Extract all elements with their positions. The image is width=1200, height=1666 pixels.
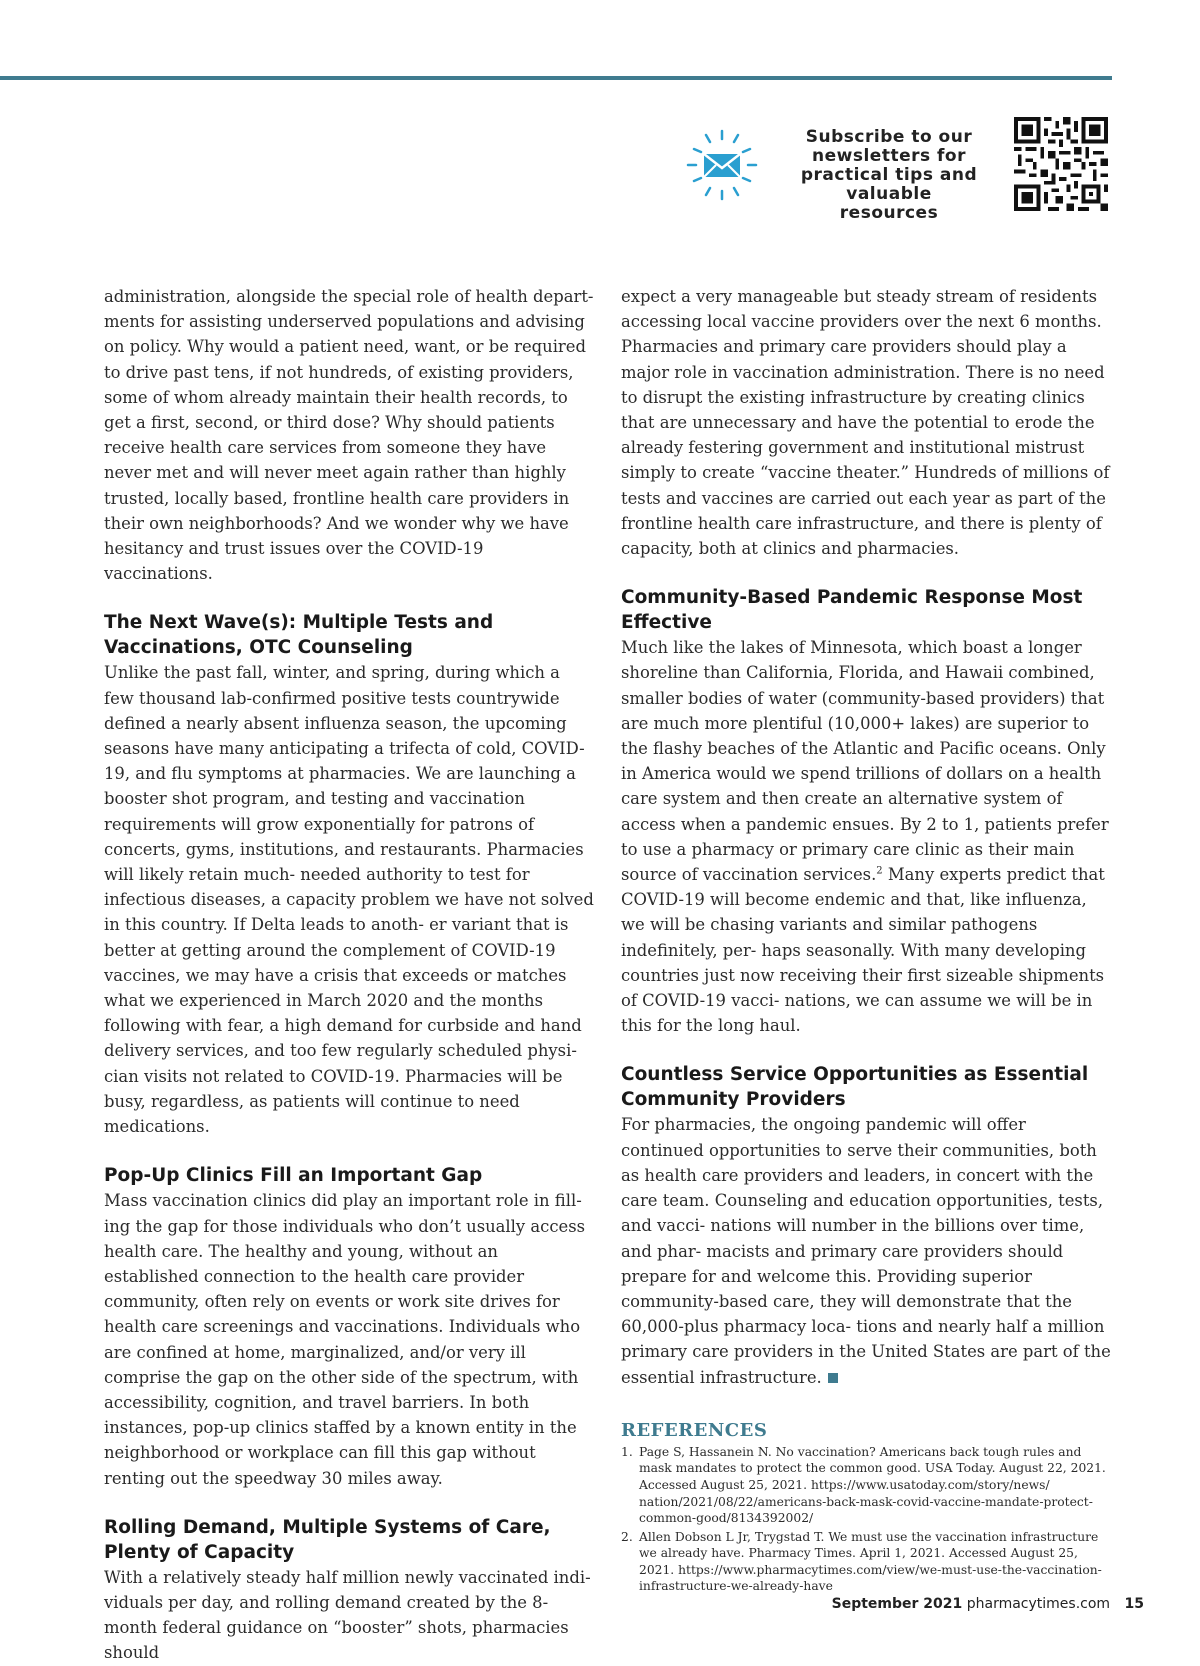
reference-item: 1. Page S, Hassanein N. No vaccination? Americans back tough rules and mask mandates to protect the common good. USA Today. August 22, 2021. Accessed August 25, 2021. https://www.usatoday.com/story/news/ nation/2021/08/22/americans-back-mask-covid-vaccine-mandate-protect- common-good/8134392002/ — [621, 1444, 1106, 1526]
left-column — [104, 284, 594, 1666]
next-wave-paragraph: Unlike the past fall, winter, and spring, during which a few thousand lab-confirmed positive tests countrywide defined a nearly absent influenza season, the upcoming seasons have many anticipating a trifecta of cold, COVID-19, and flu symptoms at pharmacies. We are launching a booster shot program, and testing and vaccination requirements will grow exponentially for patrons of concerts, gyms, institutions, and restaurants. Pharmacies will likely retain much- needed authority to test for infectious diseases, a capacity problem we have not solved in this country. If Delta leads to anoth- er variant that is better at getting around the complement of COVID-19 vaccines, we may have a crisis that exceeds or matches what we experienced in March 2020 and the months following with fear, a high demand for curbside and hand delivery services, and too few regularly scheduled physi- cian visits not related to COVID-19. Pharmacies will be busy, regardless, as patients will continue to need medications. — [104, 663, 594, 1137]
top-rule — [0, 76, 1112, 80]
heading-rolling-demand: Rolling Demand, Multiple Systems of Care, Plenty of Capacity — [104, 1516, 551, 1563]
countless-service-paragraph: For pharmacies, the ongoing pandemic will offer continued opportunities to serve their communities, both as health care providers and leaders, in concert with the care team. Counseling and education opportunities, tests, and vacci- nations will number in the billions over time, and phar- macists and primary care providers should prepare for and welcome this. Providing superior community-based care, they will demonstrate that the 60,000-plus pharmacy loca- tions and nearly half a million primary care providers in the United States are part of the essential infrastructure. — [621, 1115, 1111, 1387]
issue-date: September 2021 — [831, 1596, 963, 1612]
right-column — [621, 284, 1113, 1597]
reference-text[interactable]: Page S, Hassanein N. No vaccination? Americans back tough rules and mask mandates to protect the common good. USA Today. August 22, 2021. Accessed August 25, 2021. https://www.usatoday.com/story/news/ nation/2021/08/22/americans-back-mask-covid-vaccine-mandate-protect- common-good/8134392002/ — [639, 1444, 1106, 1526]
subscribe-text[interactable]: Subscribe to our newsletters for practical tips and valuable resources — [800, 127, 978, 223]
site-link[interactable]: pharmacytimes.com — [966, 1596, 1111, 1612]
citation-superscript[interactable]: 2 — [876, 865, 883, 877]
heading-countless-service: Countless Service Opportunities as Essential Community Providers — [621, 1064, 1089, 1111]
page-footer — [832, 1596, 1144, 1612]
heading-pop-up-clinics: Pop-Up Clinics Fill an Important Gap — [104, 1165, 483, 1187]
heading-next-wave: The Next Wave(s): Multiple Tests and Vaccinations, OTC Counseling — [104, 612, 494, 659]
page-number: 15 — [1124, 1596, 1144, 1612]
references-list — [621, 1444, 1113, 1595]
envelope-icon — [682, 125, 762, 205]
reference-item: 2. Allen Dobson L Jr, Trygstad T. We must use the vaccination infrastructure we already have. Pharmacy Times. April 1, 2021. Accessed August 25, 2021. https://www.pharmacytimes.com/view/we-must-use-the-vaccination- infrastructure-we-already-have — [621, 1529, 1102, 1594]
rolling-demand-paragraph: With a relatively steady half million newly vaccinated indi- viduals per day, and rolling demand created by the 8-month federal guidance on “booster” shots, pharmacies should — [104, 1567, 591, 1663]
reference-text[interactable]: Allen Dobson L Jr, Trygstad T. We must use the vaccination infrastructure we already have. Pharmacy Times. April 1, 2021. Accessed August 25, 2021. https://www.pharmacytimes.com/view/we-must-use-the-vaccination- infrastructure-we-already-have — [639, 1529, 1102, 1594]
heading-community-based: Community-Based Pandemic Response Most Effective — [621, 587, 1083, 634]
article-end-mark — [828, 1373, 838, 1383]
pop-up-clinics-paragraph: Mass vaccination clinics did play an important role in fill- ing the gap for those individuals who don’t usually access health care. The healthy and young, without an established connection to the health care provider community, often rely on events or work site drives for health care screenings and vaccinations. Individuals who are confined at home, marginalized, and/or very ill comprise the gap on the other side of the spectrum, with accessibility, cognition, and travel barriers. In both instances, pop-up clinics staffed by a known entity in the neighborhood or workplace can fill this gap without renting out the speedway 30 miles away. — [104, 1191, 586, 1488]
left-intro-paragraph: administration, alongside the special role of health depart- ments for assisting underserved populations and advising on policy. Why would a patient need, want, or be required to drive past tens, if not hundreds, of existing providers, some of whom already maintain their health records, to get a first, second, or third dose? Why should patients receive health care services from someone they have never met and will never meet again rather than highly trusted, locally based, frontline health care providers in their own neighborhoods? And we wonder why we have hesitancy and trust issues over the COVID-19 vaccinations. — [104, 287, 594, 584]
references-title: REFERENCES — [621, 1419, 768, 1441]
qr-code[interactable] — [1014, 117, 1108, 211]
right-intro-paragraph: expect a very manageable but steady stream of residents accessing local vaccine providers over the next 6 months. Pharmacies and primary care providers should play a major role in vaccination administration. There is no need to disrupt the existing infrastructure by creating clinics that are unnecessary and have the potential to erode the already festering government and institutional mistrust simply to create “vaccine theater.” Hundreds of millions of tests and vaccines are carried out each year as part of the frontline health care infrastructure, and there is plenty of capacity, both at clinics and pharmacies. — [621, 287, 1110, 559]
newsletter-promo[interactable] — [682, 117, 1102, 223]
community-based-paragraph: Much like the lakes of Minnesota, which boast a longer shoreline than California, Florida, and Hawaii combined, smaller bodies of water (community-based providers) that are much more plentiful (10,000+ lakes) are superior to the flashy beaches of the Atlantic and Pacific oceans. Only in America would we spend trillions of dollars on a health care system and then create an alternative system of access when a pandemic ensues. By 2 to 1, patients prefer to use a pharmacy or primary care clinic as their main source of vaccination services.$^2$ Many experts predict that COVID-19 will become endemic and that, like influenza, we will be chasing variants and similar pathogens indefinitely, per- haps seasonally. With many developing countries just now receiving their first sizeable shipments of COVID-19 vacci- nations, we can assume we will be in this for the long haul. — [621, 638, 1109, 1036]
